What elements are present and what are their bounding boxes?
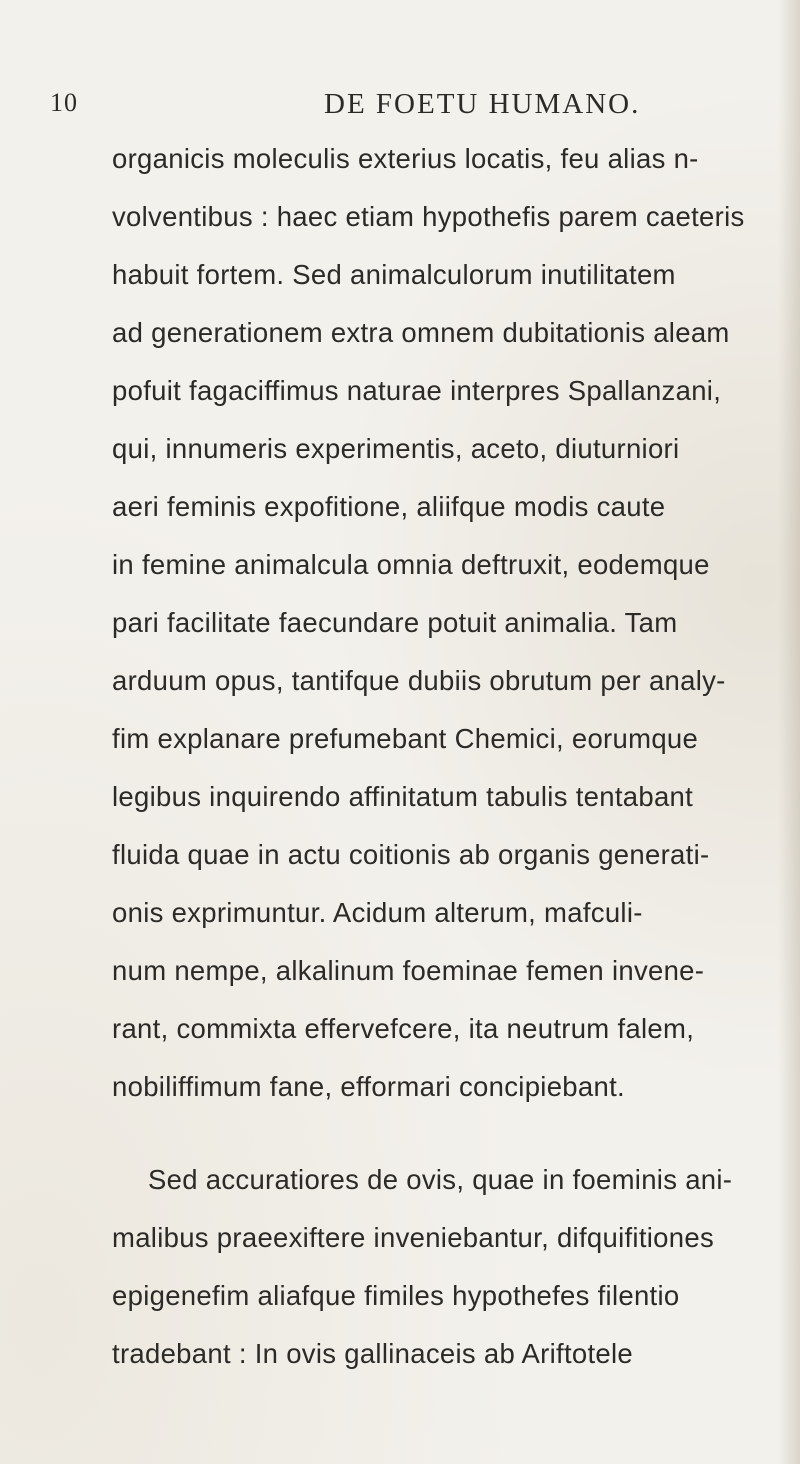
text-line: volventibus : haec etiam hypothefis parem caeteris [112,201,745,232]
running-head [50,88,750,128]
text-line: num nempe, alkalinum foeminae femen invene- [112,955,705,986]
text-line: in femine animalcula omnia deftruxit, eodemque [112,549,710,580]
text-line: organicis moleculis exterius locatis, feu alias n- [112,143,699,174]
text-line: legibus inquirendo affinitatum tabulis tentabant [112,781,694,812]
text-line: aeri feminis expofitione, aliifque modis caute [112,491,666,522]
text-line: qui, innumeris experimentis, aceto, diuturniori [112,433,680,464]
text-line: nobiliffimum fane, efformari concipiebant. [112,1071,625,1102]
text-line: arduum opus, tantifque dubiis obrutum per analy- [112,665,726,696]
text-line: epigenefim aliafque fimiles hypothefes filentio [112,1280,680,1311]
text-line: pofuit fagaciffimus naturae interpres Spallanzani, [112,375,722,406]
text-line: ad generationem extra omnem dubitationis aleam [112,317,730,348]
text-line: tradebant : In ovis gallinaceis ab Ariftotele [112,1338,634,1369]
page-edge-shadow [778,0,800,1464]
text-line: fim explanare prefumebant Chemici, eorumque [112,723,699,754]
text-line: pari facilitate faecundare potuit animalia. Tam [112,607,678,638]
text-line: malibus praeexiftere inveniebantur, difquifitiones [112,1222,715,1253]
text-line: Sed accuratiores de ovis, quae in foeminis ani- [148,1164,733,1195]
page-number: 10 [50,88,78,117]
text-line: rant, commixta effervefcere, ita neutrum falem, [112,1013,695,1044]
text-line: onis exprimuntur. Acidum alterum, mafculi- [112,897,643,928]
text-line: habuit fortem. Sed animalculorum inutilitatem [112,259,676,290]
running-title: DE FOETU HUMANO. [324,88,641,120]
text-line: fluida quae in actu coitionis ab organis generati- [112,839,710,870]
